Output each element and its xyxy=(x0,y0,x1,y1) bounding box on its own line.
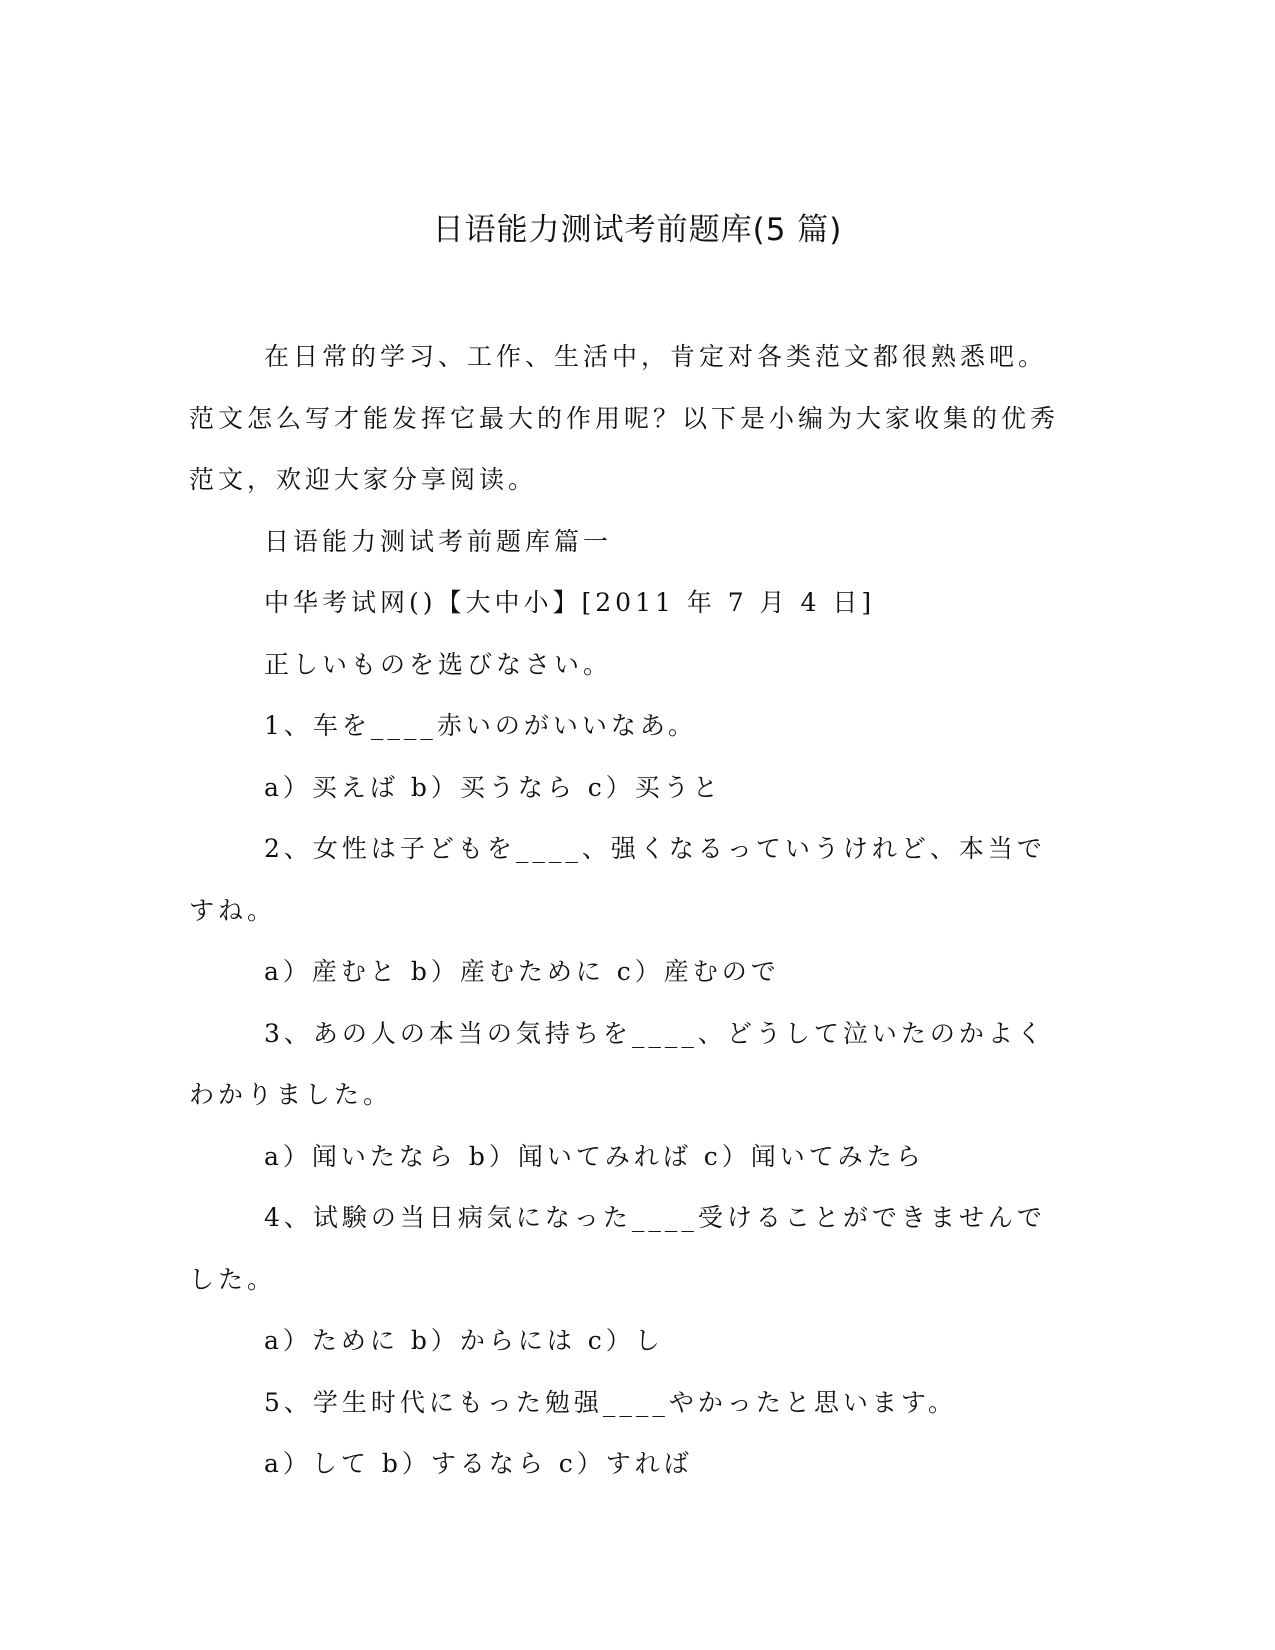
question-1-options: a）买えば b）买うなら c）买うと xyxy=(264,772,722,802)
document-body xyxy=(189,326,1074,1495)
question-3-options: a）闻いたなら b）闻いてみれば c）闻いてみたら xyxy=(264,1141,925,1171)
instruction-line: 正しいものを选びなさい。 xyxy=(264,649,613,679)
intro-paragraph: 在日常的学习、工作、生活中，肯定对各类范文都很熟悉吧。范文怎么写才能发挥它最大的作用呢？以下是小编为大家收集的优秀范文，欢迎大家分享阅读。 xyxy=(189,342,1060,494)
question-2: 2、女性は子どもを____、强くなるっていうけれど、本当ですね。 xyxy=(189,834,1046,925)
question-1: 1、车を____赤いのがいいなあ。 xyxy=(264,711,697,740)
question-2-options: a）産むと b）産むために c）産むので xyxy=(264,957,780,986)
source-line: 中华考试网()【大中小】[2011 年 7 月 4 日] xyxy=(264,588,876,617)
question-3: 3、あの人の本当の気持ちを____、どうして泣いたのかよくわかりました。 xyxy=(189,1018,1046,1109)
section-heading: 日语能力测试考前题库篇一 xyxy=(264,526,613,556)
question-5-options: a）して b）するなら c）すれば xyxy=(264,1449,693,1478)
question-4: 4、试験の当日病気になった____受けることができませんでした。 xyxy=(189,1203,1046,1294)
question-4-options: a）ために b）からには c）し xyxy=(264,1326,664,1355)
document-title: 日语能力测试考前题库(5 篇) xyxy=(432,212,843,248)
question-5: 5、学生时代にもった勉强____やかったと思います。 xyxy=(264,1387,957,1417)
